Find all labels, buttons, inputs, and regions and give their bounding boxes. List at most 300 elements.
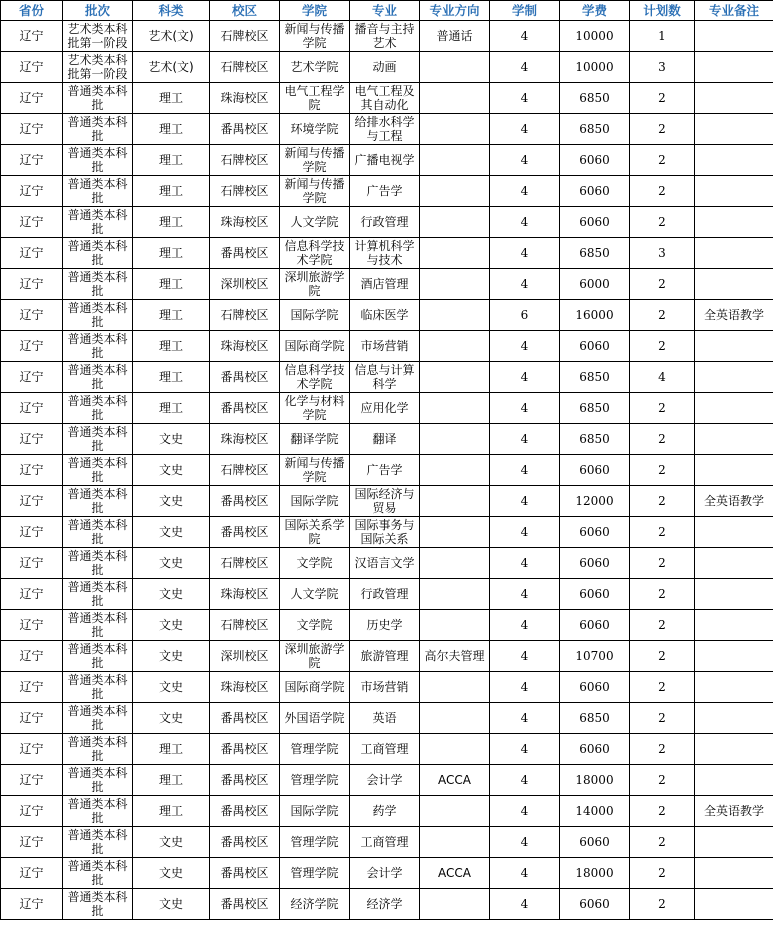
cell-province: 辽宁 — [1, 300, 63, 331]
table-row — [1, 362, 773, 393]
cell-tuition: 6060 — [560, 176, 630, 207]
cell-major-direction — [420, 362, 490, 393]
cell-college: 国际学院 — [280, 300, 350, 331]
cell-major: 计算机科学与技术 — [350, 238, 420, 269]
cell-college: 新闻与传播学院 — [280, 21, 350, 52]
column-header-subject-category: 科类 — [133, 1, 210, 21]
cell-duration: 4 — [490, 207, 560, 238]
cell-batch: 普通类本科批 — [63, 455, 133, 486]
column-header-tuition: 学费 — [560, 1, 630, 21]
cell-duration: 4 — [490, 362, 560, 393]
cell-campus: 珠海校区 — [210, 424, 280, 455]
cell-province: 辽宁 — [1, 269, 63, 300]
cell-batch: 普通类本科批 — [63, 207, 133, 238]
cell-tuition: 6060 — [560, 579, 630, 610]
table-row — [1, 52, 773, 83]
cell-major-note — [695, 672, 773, 703]
table-row — [1, 858, 773, 889]
table-row — [1, 300, 773, 331]
column-header-major-direction: 专业方向 — [420, 1, 490, 21]
cell-duration: 4 — [490, 641, 560, 672]
cell-subject-category: 理工 — [133, 269, 210, 300]
cell-duration: 6 — [490, 300, 560, 331]
cell-major-note — [695, 269, 773, 300]
cell-plan-count: 2 — [630, 393, 695, 424]
cell-college: 文学院 — [280, 548, 350, 579]
table-header — [1, 1, 773, 21]
table-row — [1, 393, 773, 424]
cell-college: 深圳旅游学院 — [280, 269, 350, 300]
cell-major: 历史学 — [350, 610, 420, 641]
cell-subject-category: 理工 — [133, 796, 210, 827]
cell-major: 市场营销 — [350, 331, 420, 362]
cell-duration: 4 — [490, 796, 560, 827]
cell-batch: 普通类本科批 — [63, 610, 133, 641]
cell-major: 电气工程及其自动化 — [350, 83, 420, 114]
cell-major-note — [695, 641, 773, 672]
cell-plan-count: 2 — [630, 765, 695, 796]
cell-college: 艺术学院 — [280, 52, 350, 83]
cell-plan-count: 2 — [630, 207, 695, 238]
cell-province: 辽宁 — [1, 641, 63, 672]
cell-tuition: 12000 — [560, 486, 630, 517]
table-row — [1, 796, 773, 827]
cell-college: 新闻与传播学院 — [280, 455, 350, 486]
cell-batch: 普通类本科批 — [63, 424, 133, 455]
cell-college: 环境学院 — [280, 114, 350, 145]
cell-batch: 普通类本科批 — [63, 641, 133, 672]
cell-major-direction — [420, 176, 490, 207]
cell-subject-category: 理工 — [133, 238, 210, 269]
cell-campus: 深圳校区 — [210, 269, 280, 300]
cell-major-direction — [420, 300, 490, 331]
cell-major-note — [695, 176, 773, 207]
cell-major-direction — [420, 455, 490, 486]
cell-campus: 番禺校区 — [210, 827, 280, 858]
column-header-major-note: 专业备注 — [695, 1, 773, 21]
cell-major-direction: 普通话 — [420, 21, 490, 52]
cell-batch: 普通类本科批 — [63, 238, 133, 269]
cell-duration: 4 — [490, 858, 560, 889]
cell-major-note: 全英语教学 — [695, 796, 773, 827]
cell-province: 辽宁 — [1, 796, 63, 827]
cell-major: 动画 — [350, 52, 420, 83]
cell-college: 深圳旅游学院 — [280, 641, 350, 672]
cell-major-direction — [420, 486, 490, 517]
cell-subject-category: 艺术(文) — [133, 52, 210, 83]
cell-campus: 番禺校区 — [210, 362, 280, 393]
table-row — [1, 734, 773, 765]
cell-batch: 普通类本科批 — [63, 796, 133, 827]
cell-batch: 普通类本科批 — [63, 176, 133, 207]
cell-batch: 普通类本科批 — [63, 827, 133, 858]
cell-province: 辽宁 — [1, 517, 63, 548]
column-header-college: 学院 — [280, 1, 350, 21]
cell-tuition: 6850 — [560, 703, 630, 734]
cell-tuition: 6060 — [560, 331, 630, 362]
cell-plan-count: 2 — [630, 300, 695, 331]
cell-province: 辽宁 — [1, 207, 63, 238]
cell-tuition: 6000 — [560, 269, 630, 300]
cell-major-direction — [420, 889, 490, 920]
cell-major: 会计学 — [350, 858, 420, 889]
cell-major: 广播电视学 — [350, 145, 420, 176]
cell-campus: 石牌校区 — [210, 145, 280, 176]
cell-province: 辽宁 — [1, 21, 63, 52]
cell-major-note — [695, 517, 773, 548]
cell-tuition: 10000 — [560, 52, 630, 83]
cell-plan-count: 1 — [630, 21, 695, 52]
cell-campus: 珠海校区 — [210, 83, 280, 114]
cell-campus: 深圳校区 — [210, 641, 280, 672]
cell-campus: 石牌校区 — [210, 300, 280, 331]
cell-duration: 4 — [490, 21, 560, 52]
cell-subject-category: 文史 — [133, 424, 210, 455]
cell-plan-count: 2 — [630, 83, 695, 114]
cell-major-note — [695, 238, 773, 269]
cell-tuition: 6060 — [560, 734, 630, 765]
cell-duration: 4 — [490, 579, 560, 610]
cell-duration: 4 — [490, 765, 560, 796]
cell-province: 辽宁 — [1, 52, 63, 83]
cell-tuition: 6850 — [560, 238, 630, 269]
cell-province: 辽宁 — [1, 486, 63, 517]
cell-college: 信息科学技术学院 — [280, 238, 350, 269]
cell-duration: 4 — [490, 672, 560, 703]
cell-campus: 番禺校区 — [210, 889, 280, 920]
cell-major: 经济学 — [350, 889, 420, 920]
cell-major-direction — [420, 114, 490, 145]
cell-plan-count: 2 — [630, 610, 695, 641]
cell-major: 酒店管理 — [350, 269, 420, 300]
cell-college: 国际商学院 — [280, 331, 350, 362]
cell-major-direction — [420, 827, 490, 858]
table-row — [1, 517, 773, 548]
cell-duration: 4 — [490, 424, 560, 455]
cell-campus: 番禺校区 — [210, 703, 280, 734]
cell-college: 管理学院 — [280, 734, 350, 765]
cell-tuition: 6850 — [560, 362, 630, 393]
table-row — [1, 548, 773, 579]
cell-college: 管理学院 — [280, 858, 350, 889]
cell-subject-category: 理工 — [133, 331, 210, 362]
column-header-major: 专业 — [350, 1, 420, 21]
cell-major-direction — [420, 579, 490, 610]
cell-campus: 石牌校区 — [210, 21, 280, 52]
cell-plan-count: 2 — [630, 858, 695, 889]
cell-campus: 番禺校区 — [210, 393, 280, 424]
cell-plan-count: 4 — [630, 362, 695, 393]
cell-tuition: 6060 — [560, 889, 630, 920]
cell-batch: 普通类本科批 — [63, 734, 133, 765]
cell-major-direction — [420, 548, 490, 579]
cell-major: 行政管理 — [350, 207, 420, 238]
cell-major-direction: 高尔夫管理 — [420, 641, 490, 672]
cell-major: 会计学 — [350, 765, 420, 796]
column-header-batch: 批次 — [63, 1, 133, 21]
cell-major-note — [695, 424, 773, 455]
cell-college: 新闻与传播学院 — [280, 145, 350, 176]
cell-major: 工商管理 — [350, 827, 420, 858]
cell-major-note — [695, 579, 773, 610]
table-row — [1, 424, 773, 455]
cell-major-note — [695, 858, 773, 889]
cell-province: 辽宁 — [1, 889, 63, 920]
cell-campus: 番禺校区 — [210, 486, 280, 517]
cell-campus: 番禺校区 — [210, 858, 280, 889]
cell-plan-count: 2 — [630, 548, 695, 579]
cell-college: 信息科学技术学院 — [280, 362, 350, 393]
cell-campus: 番禺校区 — [210, 765, 280, 796]
cell-duration: 4 — [490, 331, 560, 362]
cell-subject-category: 理工 — [133, 145, 210, 176]
cell-tuition: 6850 — [560, 114, 630, 145]
cell-college: 国际商学院 — [280, 672, 350, 703]
cell-province: 辽宁 — [1, 765, 63, 796]
cell-tuition: 16000 — [560, 300, 630, 331]
cell-major-note — [695, 455, 773, 486]
cell-province: 辽宁 — [1, 238, 63, 269]
cell-subject-category: 理工 — [133, 207, 210, 238]
cell-major-direction — [420, 52, 490, 83]
cell-campus: 珠海校区 — [210, 331, 280, 362]
cell-subject-category: 理工 — [133, 114, 210, 145]
cell-province: 辽宁 — [1, 858, 63, 889]
cell-duration: 4 — [490, 610, 560, 641]
table-row — [1, 889, 773, 920]
cell-college: 管理学院 — [280, 765, 350, 796]
cell-subject-category: 理工 — [133, 83, 210, 114]
table-row — [1, 176, 773, 207]
cell-duration: 4 — [490, 734, 560, 765]
cell-college: 国际关系学院 — [280, 517, 350, 548]
cell-batch: 普通类本科批 — [63, 362, 133, 393]
cell-tuition: 10000 — [560, 21, 630, 52]
cell-plan-count: 2 — [630, 889, 695, 920]
cell-major-direction — [420, 269, 490, 300]
cell-major: 英语 — [350, 703, 420, 734]
cell-major-direction — [420, 703, 490, 734]
cell-major: 信息与计算科学 — [350, 362, 420, 393]
cell-major-note: 全英语教学 — [695, 300, 773, 331]
cell-plan-count: 2 — [630, 734, 695, 765]
cell-batch: 普通类本科批 — [63, 579, 133, 610]
cell-subject-category: 理工 — [133, 362, 210, 393]
cell-major-note — [695, 362, 773, 393]
cell-plan-count: 2 — [630, 517, 695, 548]
cell-tuition: 18000 — [560, 858, 630, 889]
cell-campus: 石牌校区 — [210, 548, 280, 579]
cell-subject-category: 文史 — [133, 486, 210, 517]
cell-major-note: 全英语教学 — [695, 486, 773, 517]
cell-duration: 4 — [490, 889, 560, 920]
cell-duration: 4 — [490, 269, 560, 300]
cell-plan-count: 3 — [630, 238, 695, 269]
cell-plan-count: 2 — [630, 641, 695, 672]
cell-plan-count: 2 — [630, 455, 695, 486]
table-row — [1, 145, 773, 176]
cell-major-note — [695, 889, 773, 920]
cell-duration: 4 — [490, 145, 560, 176]
cell-campus: 石牌校区 — [210, 455, 280, 486]
cell-tuition: 6850 — [560, 83, 630, 114]
table-row — [1, 331, 773, 362]
cell-college: 外国语学院 — [280, 703, 350, 734]
cell-major: 旅游管理 — [350, 641, 420, 672]
header-row — [1, 1, 773, 21]
cell-college: 文学院 — [280, 610, 350, 641]
table-row — [1, 269, 773, 300]
column-header-duration: 学制 — [490, 1, 560, 21]
cell-major-note — [695, 207, 773, 238]
cell-college: 国际学院 — [280, 796, 350, 827]
cell-subject-category: 文史 — [133, 672, 210, 703]
table-row — [1, 672, 773, 703]
cell-tuition: 6060 — [560, 827, 630, 858]
cell-major-direction — [420, 393, 490, 424]
cell-batch: 普通类本科批 — [63, 269, 133, 300]
cell-province: 辽宁 — [1, 362, 63, 393]
cell-major: 药学 — [350, 796, 420, 827]
cell-major-note — [695, 52, 773, 83]
cell-batch: 普通类本科批 — [63, 300, 133, 331]
cell-major-note — [695, 331, 773, 362]
cell-province: 辽宁 — [1, 393, 63, 424]
cell-major: 广告学 — [350, 176, 420, 207]
cell-duration: 4 — [490, 238, 560, 269]
cell-major: 国际经济与贸易 — [350, 486, 420, 517]
cell-subject-category: 文史 — [133, 641, 210, 672]
table-row — [1, 114, 773, 145]
cell-subject-category: 文史 — [133, 827, 210, 858]
cell-major-direction — [420, 145, 490, 176]
cell-batch: 普通类本科批 — [63, 114, 133, 145]
cell-plan-count: 2 — [630, 579, 695, 610]
table-row — [1, 83, 773, 114]
cell-major: 市场营销 — [350, 672, 420, 703]
cell-major-note — [695, 83, 773, 114]
column-header-campus: 校区 — [210, 1, 280, 21]
cell-batch: 普通类本科批 — [63, 517, 133, 548]
cell-duration: 4 — [490, 548, 560, 579]
cell-college: 管理学院 — [280, 827, 350, 858]
table-row — [1, 579, 773, 610]
cell-tuition: 6060 — [560, 610, 630, 641]
cell-tuition: 6060 — [560, 145, 630, 176]
cell-tuition: 14000 — [560, 796, 630, 827]
cell-duration: 4 — [490, 393, 560, 424]
cell-plan-count: 2 — [630, 424, 695, 455]
cell-campus: 石牌校区 — [210, 610, 280, 641]
cell-major-note — [695, 765, 773, 796]
cell-plan-count: 2 — [630, 486, 695, 517]
cell-campus: 番禺校区 — [210, 517, 280, 548]
cell-province: 辽宁 — [1, 424, 63, 455]
cell-major-note — [695, 548, 773, 579]
cell-province: 辽宁 — [1, 548, 63, 579]
cell-batch: 普通类本科批 — [63, 858, 133, 889]
cell-province: 辽宁 — [1, 827, 63, 858]
column-header-province: 省份 — [1, 1, 63, 21]
cell-major-direction — [420, 517, 490, 548]
cell-plan-count: 2 — [630, 269, 695, 300]
cell-subject-category: 文史 — [133, 517, 210, 548]
cell-subject-category: 理工 — [133, 734, 210, 765]
cell-college: 经济学院 — [280, 889, 350, 920]
cell-subject-category: 理工 — [133, 765, 210, 796]
cell-campus: 番禺校区 — [210, 238, 280, 269]
cell-batch: 普通类本科批 — [63, 486, 133, 517]
cell-batch: 普通类本科批 — [63, 703, 133, 734]
cell-major-direction — [420, 207, 490, 238]
cell-tuition: 6850 — [560, 393, 630, 424]
cell-campus: 番禺校区 — [210, 734, 280, 765]
cell-major-note — [695, 393, 773, 424]
column-header-plan-count: 计划数 — [630, 1, 695, 21]
cell-province: 辽宁 — [1, 703, 63, 734]
cell-plan-count: 2 — [630, 176, 695, 207]
cell-subject-category: 理工 — [133, 176, 210, 207]
cell-batch: 普通类本科批 — [63, 889, 133, 920]
cell-plan-count: 2 — [630, 145, 695, 176]
cell-tuition: 6060 — [560, 207, 630, 238]
cell-plan-count: 3 — [630, 52, 695, 83]
cell-province: 辽宁 — [1, 672, 63, 703]
table-row — [1, 827, 773, 858]
table-row — [1, 486, 773, 517]
cell-major-note — [695, 610, 773, 641]
cell-subject-category: 文史 — [133, 858, 210, 889]
cell-plan-count: 2 — [630, 796, 695, 827]
table-row — [1, 455, 773, 486]
cell-province: 辽宁 — [1, 176, 63, 207]
cell-province: 辽宁 — [1, 455, 63, 486]
cell-batch: 艺术类本科批第一阶段 — [63, 52, 133, 83]
cell-major-direction — [420, 424, 490, 455]
cell-major: 广告学 — [350, 455, 420, 486]
cell-campus: 珠海校区 — [210, 672, 280, 703]
cell-duration: 4 — [490, 517, 560, 548]
cell-subject-category: 艺术(文) — [133, 21, 210, 52]
cell-tuition: 6060 — [560, 455, 630, 486]
cell-subject-category: 理工 — [133, 300, 210, 331]
table-row — [1, 765, 773, 796]
cell-major-direction — [420, 83, 490, 114]
cell-subject-category: 文史 — [133, 579, 210, 610]
table-row — [1, 610, 773, 641]
cell-major-note — [695, 21, 773, 52]
cell-tuition: 10700 — [560, 641, 630, 672]
cell-campus: 番禺校区 — [210, 796, 280, 827]
cell-campus: 珠海校区 — [210, 579, 280, 610]
table-row — [1, 641, 773, 672]
table-row — [1, 238, 773, 269]
cell-duration: 4 — [490, 176, 560, 207]
table-row — [1, 207, 773, 238]
cell-subject-category: 文史 — [133, 703, 210, 734]
cell-subject-category: 文史 — [133, 889, 210, 920]
cell-plan-count: 2 — [630, 827, 695, 858]
cell-major: 汉语言文学 — [350, 548, 420, 579]
cell-tuition: 18000 — [560, 765, 630, 796]
cell-subject-category: 文史 — [133, 610, 210, 641]
cell-college: 化学与材料学院 — [280, 393, 350, 424]
cell-major-direction — [420, 672, 490, 703]
cell-province: 辽宁 — [1, 610, 63, 641]
cell-major-direction — [420, 734, 490, 765]
cell-major-direction — [420, 238, 490, 269]
cell-major: 播音与主持艺术 — [350, 21, 420, 52]
